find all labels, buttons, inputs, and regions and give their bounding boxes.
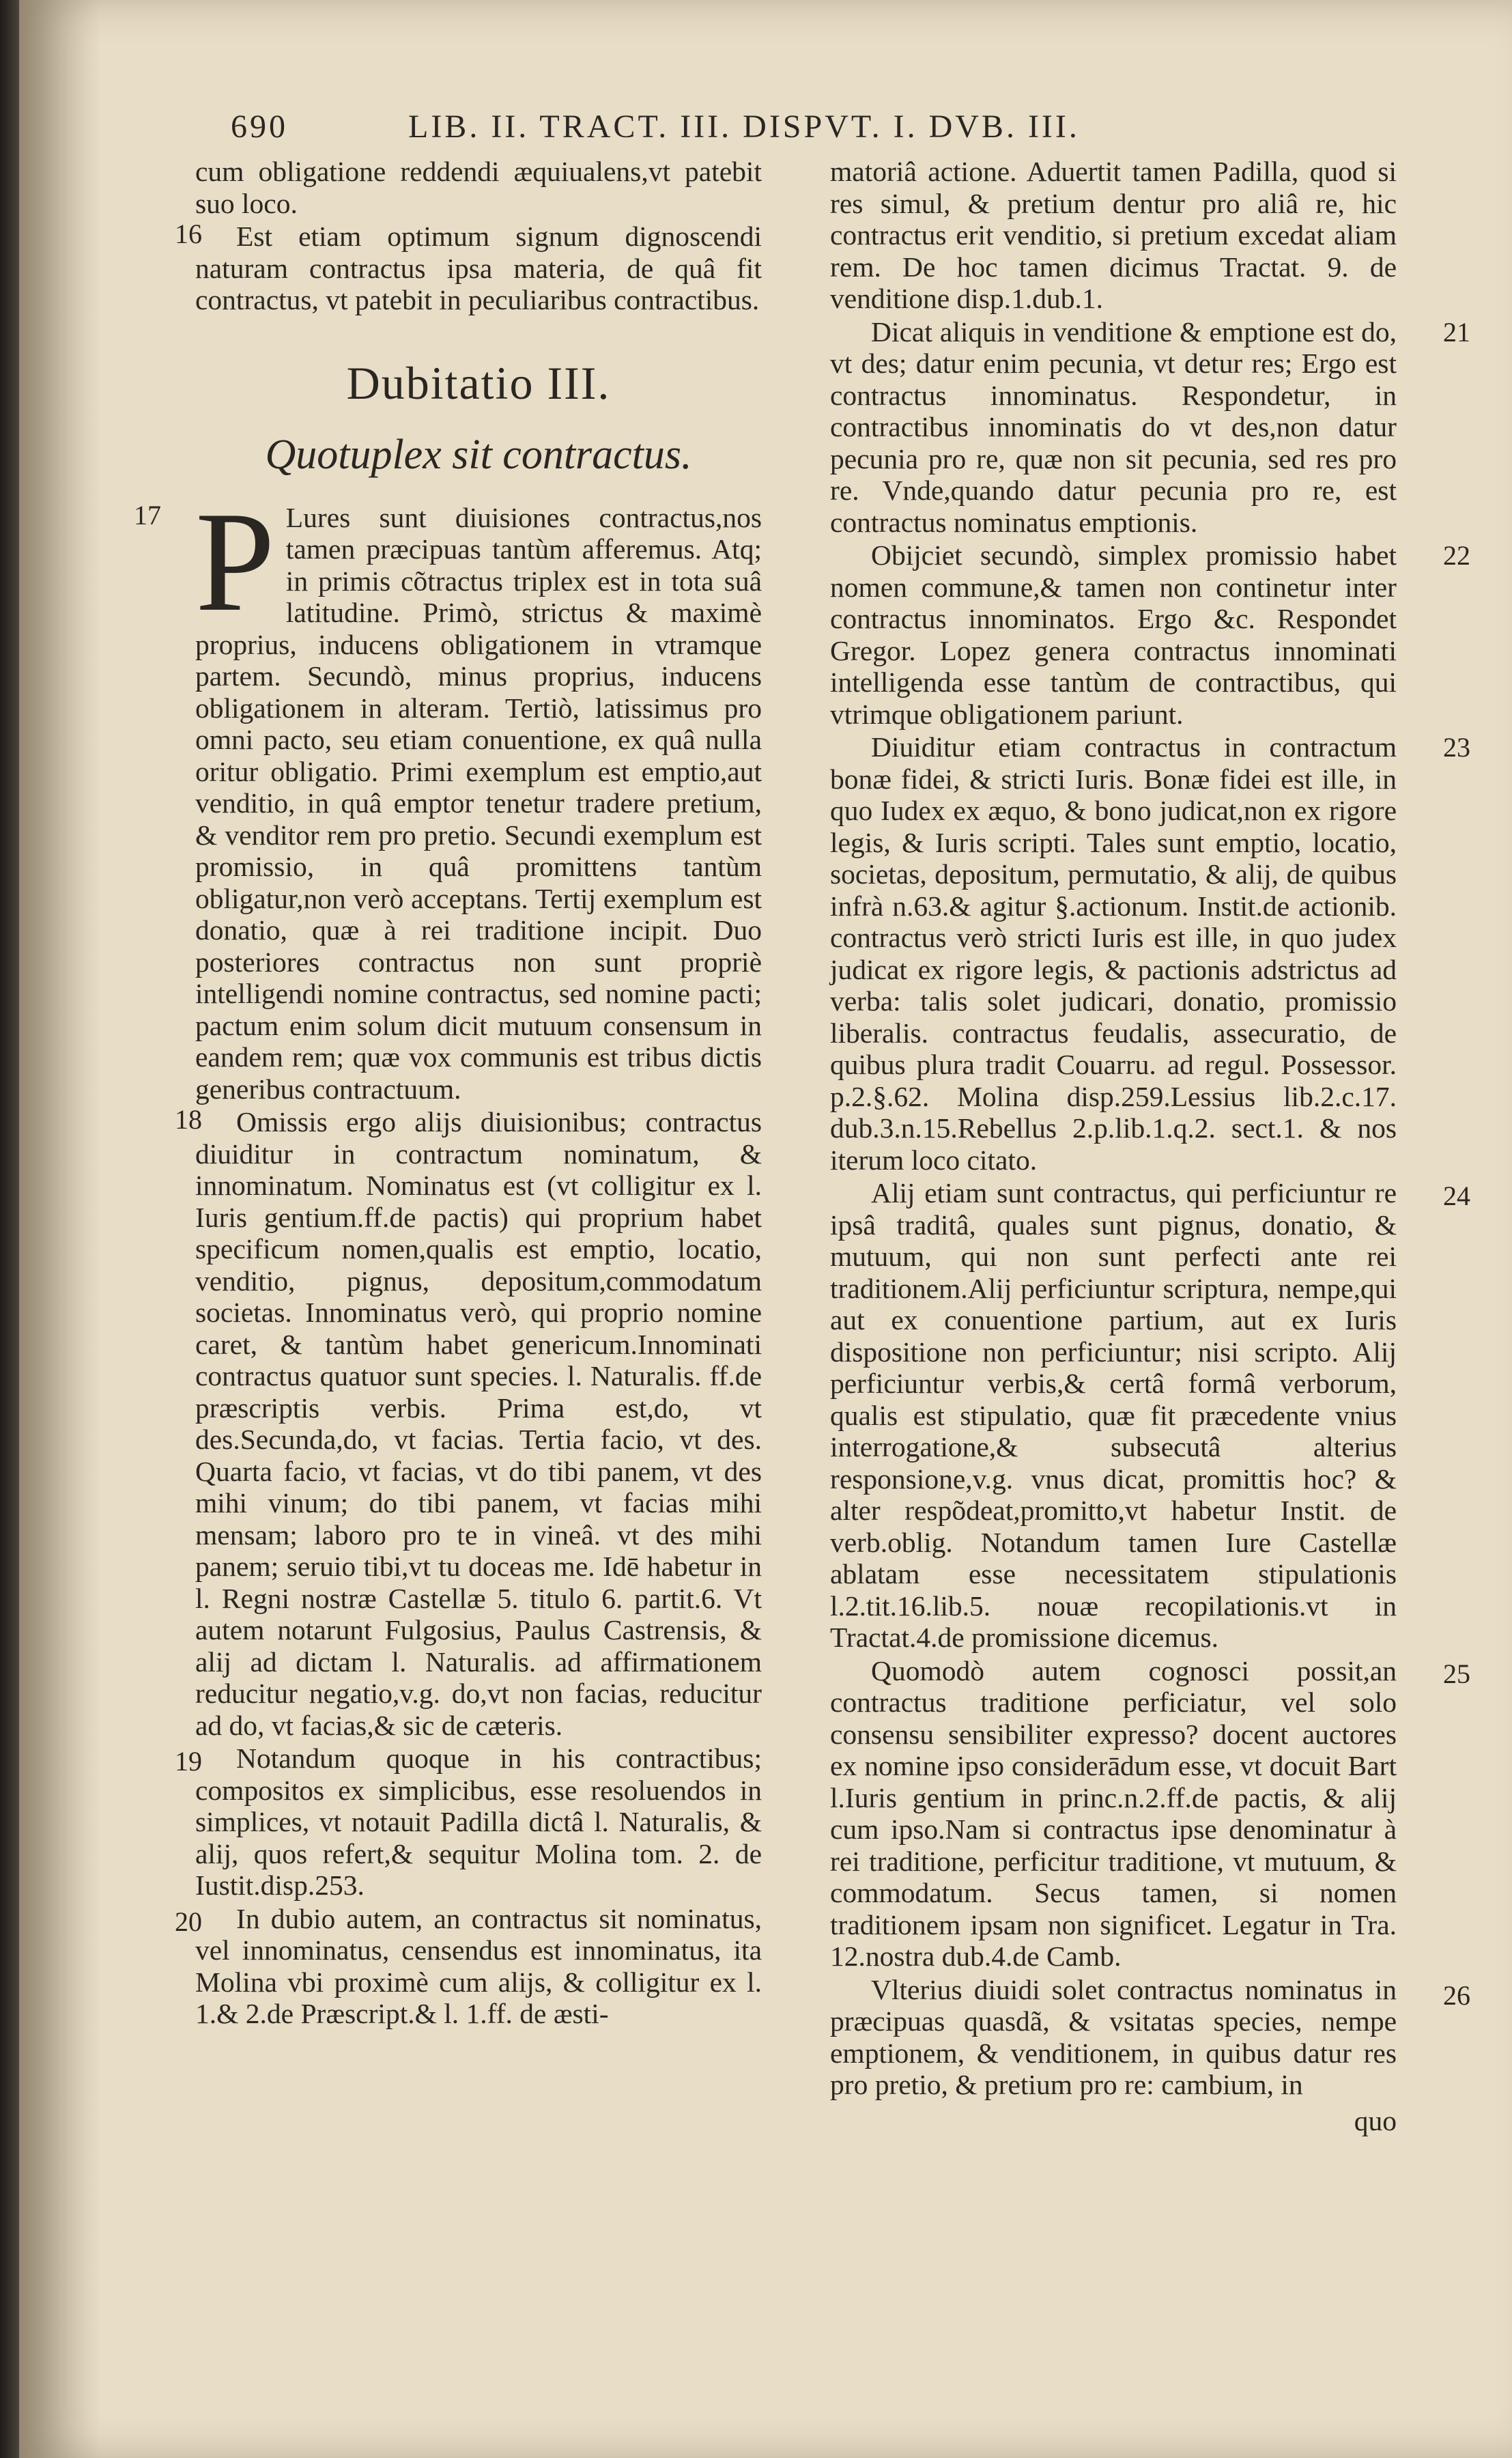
page-number: 690 (231, 109, 288, 145)
paragraph-20 (175, 1902, 762, 2030)
margin-number-23: 23 (1443, 732, 1470, 763)
spine-shadow (19, 0, 101, 2458)
paragraph-24-text: Alij etiam sunt contractus, qui perficiuntur re ipsâ traditâ, quales sunt pignus, donatio, & mutuum, qui non sunt perfecti ante rei traditionem.Alij perficiuntur scriptura, nempe,qui aut ex conuentione partium, aut ex Iuris dispositione non perficiuntur; nisi scripto. Alij perficiuntur verbis,& certâ formâ verborum, qualis est stipulatio, quæ fit præcedente vnius interrogatione,& subsecutâ alterius responsione,v.g. vnus dicat, promittis hoc? & alter respõdeat,promitto,vt habetur Instit. de verb.oblig. Notandum tamen Iure Castellæ ablatam esse necessitatem stipulationis l.2.tit.16.lib.5. nouæ recopilationis.vt in Tractat.4.de promissione dicemus. (830, 1177, 1397, 1653)
paragraph-21-text: Dicat aliquis in venditione & emptione est do, vt des; datur enim pecunia, vt detur res; Ergo est contractus innominatus. Respondetur, in contractibus innominatis do vt des,non datur pecunia pro re, quæ non sit pecunia, sed res pro re. Vnde,quando datur pecunia pro re, est contractus nominatus emptionis. (830, 315, 1397, 538)
catchword: quo (1354, 2104, 1397, 2136)
paragraph-19-text: Notandum quoque in his contractibus; compositos ex simplicibus, esse resoluendos in simplices, vt notauit Padilla dictâ l. Naturalis, & alij, quos refert,& sequitur Molina tom. 2. de Iustit.disp.253. (195, 1742, 762, 1901)
right-column (830, 156, 1470, 2136)
paragraph-22-text: Obijciet secundò, simplex promissio habet nomen commune,& tamen non continetur inter contractus innominatos. Ergo &c. Respondet Gregor. Lopez genera contractus innominati intelligenda esse tantùm de contractibus, qui vtrimque obligationem pariunt. (830, 539, 1397, 730)
paragraph-carryover: cum obligatione reddendi æquiualens,vt patebit suo loco. (195, 156, 762, 219)
book-page (19, 0, 1512, 2458)
margin-number-19: 19 (175, 1746, 202, 1777)
running-head: LIB. II. TRACT. III. DISPVT. I. DVB. III. (408, 109, 1080, 145)
paragraph-16-text: Est etiam optimum signum dignoscendi naturam contractus ipsa materia, de quâ fit contractus, vt patebit in peculiaribus contractibus. (195, 221, 762, 315)
margin-number-17: 17 (134, 499, 161, 531)
margin-number-25: 25 (1443, 1658, 1470, 1689)
margin-number-24: 24 (1443, 1181, 1470, 1211)
paragraph-18 (175, 1104, 762, 1741)
book-gutter (0, 0, 19, 2458)
paragraph-22 (830, 539, 1470, 730)
section-subtitle: Quotuplex sit contractus. (265, 431, 692, 478)
paragraph-carryover-right: matoriâ actione. Aduertit tamen Padilla, quod si res simul, & pretium dentur pro aliâ re, hic contractus erit venditio, si pretium excedat aliam rem. De hoc tamen dicimus Tractat. 9. de venditione disp.1.dub.1. (830, 156, 1397, 314)
paragraph-24 (830, 1177, 1470, 1654)
paragraph-25-text: Quomodò autem cognosci possit,an contractus traditione perficiatur, vel solo consensu sensibiliter expresso? docent auctores ex nomine ipso considerādum esse, vt docuit Bart l.Iuris gentium in princ.n.2.ff.de pactis, & alij cum ipso.Nam si contractus ipse denominatur à rei traditione, perficitur traditione, vt mutuum, & commodatum. Secus tamen, si nomen traditionem ipsam non significet. Legatur in Tra. 12.nostra dub.4.de Camb. (830, 1654, 1397, 1972)
drop-cap: P (195, 482, 275, 641)
paragraph-19 (175, 1742, 762, 1902)
margin-number-26: 26 (1443, 1979, 1470, 2011)
paragraph-26 (830, 1973, 1470, 2101)
paragraph-26-text: Vlterius diuidi solet contractus nominatus in præcipuas quasdã, & vsitatas species, nempe emptionem, & venditionem, in quibus datur res pro pretio, & pretium pro re: cambium, in (830, 1973, 1397, 2100)
paragraph-23 (830, 731, 1470, 1176)
section-title: Dubitatio III. (346, 356, 611, 409)
paragraph-17-text: Lures sunt diuisiones contractus,nos tamen præcipuas tantùm afferemus. Atq; in primis cõtractus triplex est in tota suâ latitudine. Primò, strictus & maximè proprius, inducens obligationem in vtramque partem. Secundò, minus proprius, inducens obligationem in alteram. Tertiò, latissimus pro omni pacto, seu etiam conuentione, ex quâ nulla oritur obligatio. Primi exemplum est emptio,aut venditio, in quâ emptor tenetur tradere pretium, & venditor rem pro pretio. Secundi exemplum est promissio, in quâ promittens tantùm obligatur,non verò acceptans. Tertij exemplum est donatio, quæ à rei traditione incipit. Duo posteriores contractus non sunt propriè intelligendi nomine contractus, sed nomine pacti; pactum enim solum dicit mutuum consensum in eandem rem; quæ vox communis est tribus dictis generibus contractuum. (195, 501, 762, 1105)
paragraph-23-text: Diuiditur etiam contractus in contractum bonæ fidei, & stricti Iuris. Bonæ fidei est ille, in quo Iudex ex æquo, & bono judicat,non ex rigore legis, & Iuris scripti. Tales sunt emptio, locatio, societas, depositum, permutatio, & alij, de quibus infrà n.63.& agitur §.actionum. Instit.de actionib. contractus verò stricti Iuris est ille, in quo judex judicat ex rigore legis, & pactionis adstrictus ad verba: talis solet judicari, donatio, promissio liberalis. contractus feudalis, assecuratio, de quibus plura tradit Couarru. ad regul. Possessor. p.2.§.62. Molina disp.259.Lessius lib.2.c.17. dub.3.n.15.Rebellus 2.p.lib.1.q.2. sect.1. & nos iterum loco citato. (830, 731, 1397, 1176)
page-header (231, 108, 1405, 156)
margin-number-18: 18 (175, 1104, 202, 1135)
left-column (134, 156, 762, 2031)
paragraph-21 (830, 315, 1470, 539)
paragraph-20-text: In dubio autem, an contractus sit nominatus, vel innominatus, censendus est innominatus, ita Molina vbi proximè cum alijs, & colligitur ex l. 1.& 2.de Præscript.& l. 1.ff. de æsti- (195, 1902, 762, 2029)
paragraph-17 (134, 482, 762, 1105)
paragraph-25 (830, 1654, 1470, 1973)
paragraph-16 (175, 218, 762, 316)
margin-number-16: 16 (175, 218, 202, 249)
margin-number-20: 20 (175, 1906, 202, 1937)
paragraph-18-text: Omissis ergo alijs diuisionibus; contractus diuiditur in contractum nominatum, & innominatum. Nominatus est (vt colligitur ex l. Iuris gentium.ff.de pactis) qui proprium habet specificum nomen,qualis est emptio, locatio, venditio, pignus, depositum,commodatum societas. Innominatus verò, qui proprio nomine caret, & tantùm habet genericum.Innominati contractus quatuor sunt species. l. Naturalis. ff.de præscriptis verbis. Prima est,do, vt des.Secunda,do, vt facias. Tertia facio, vt des. Quarta facio, vt facias, vt do tibi panem, vt des mihi vinum; do tibi panem, vt facias mihi mensam; laboro pro te in vineâ. vt des mihi panem; seruio tibi,vt tu doceas me. Idē habetur in l. Regni nostræ Castellæ 5. titulo 6. partit.6. Vt autem notarunt Fulgosius, Paulus Castrensis, & alij ad dictam l. Naturalis. ad affirmationem reducitur negatio,v.g. do,vt non facias, reducitur ad do, vt facias,& sic de cæteris. (195, 1106, 762, 1741)
margin-number-22: 22 (1443, 540, 1470, 571)
margin-number-21: 21 (1443, 316, 1470, 348)
